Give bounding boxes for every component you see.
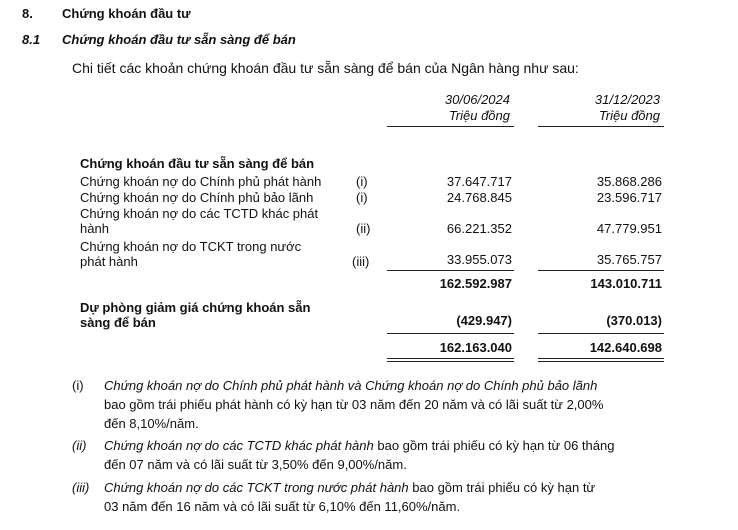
row-note-ref: (i) (356, 190, 368, 205)
row-value-2024: 33.955.073 (446, 252, 512, 267)
table-section-title: Chứng khoán đầu tư sẵn sàng để bán (80, 156, 315, 171)
row-label: Chứng khoán nợ do các TCTD khác phát (80, 206, 319, 221)
row-label-continued: hành (80, 221, 109, 236)
footnote-line (104, 480, 595, 495)
column-header-rule-1 (387, 126, 514, 127)
row-note-ref: (ii) (356, 221, 371, 236)
footnote-marker: (ii) (72, 438, 87, 453)
row-value-2023: 47.779.951 (596, 221, 662, 236)
footnote-marker: (i) (72, 378, 84, 393)
footnote-text: 03 năm đến 16 năm và có lãi suất từ 6,10% đến 11,60%/năm. (104, 499, 461, 514)
row-label: Chứng khoán nợ do Chính phủ bảo lãnh (80, 190, 314, 205)
subtotal-value-2023: 143.010.711 (590, 276, 662, 291)
footnote-line (104, 378, 597, 393)
row-label: Chứng khoán nợ do TCKT trong nước (80, 239, 302, 254)
row-label: Chứng khoán nợ do Chính phủ phát hành (80, 174, 322, 189)
row-label-continued: phát hành (80, 254, 138, 269)
footnote-text: bao gồm trái phiếu có kỳ hạn từ (408, 480, 596, 495)
footnote-line (104, 438, 614, 453)
intro-text: Chi tiết các khoản chứng khoán đầu tư sẵn sàng để bán của Ngân hàng như sau: (72, 60, 579, 76)
subsection-title: Chứng khoán đầu tư sẵn sàng để bán (62, 32, 296, 47)
row-value-2023: 23.596.717 (596, 190, 662, 205)
total-rule-1 (387, 333, 514, 334)
column-header-rule-2 (538, 126, 664, 127)
total-value-2024: 162.163.040 (439, 340, 512, 355)
subsection-number: 8.1 (22, 32, 41, 47)
column-unit-2: Triệu đồng (598, 108, 660, 123)
total-value-2023: 142.640.698 (589, 340, 662, 355)
row-note-ref: (i) (356, 174, 368, 189)
provision-value-2024: (429.947) (456, 313, 512, 328)
subtotal-rule-1 (387, 270, 514, 271)
row-value-2023: 35.868.286 (596, 174, 662, 189)
section-number: 8. (22, 6, 33, 21)
section-title: Chứng khoán đầu tư (62, 6, 191, 21)
footnote-italic-term: Chứng khoán nợ do các TCTD khác phát hành (104, 438, 374, 453)
subtotal-rule-2 (538, 270, 664, 271)
row-value-2024: 24.768.845 (446, 190, 512, 205)
total-double-rule-2 (538, 358, 664, 362)
footnote-text: bao gồm trái phiếu phát hành có kỳ hạn từ 03 năm đến 20 năm và có lãi suất từ 2,00% (104, 397, 604, 412)
footnote-italic-term: Chứng khoán nợ do Chính phủ phát hành và Chứng khoán nợ do Chính phủ bảo lãnh (104, 378, 598, 393)
footnote-italic-term: Chứng khoán nợ do các TCKT trong nước phát hành (104, 480, 409, 495)
total-double-rule-1 (387, 358, 514, 362)
column-unit-1: Triệu đồng (448, 108, 510, 123)
row-value-2024: 66.221.352 (446, 221, 512, 236)
footnote-text: đến 07 năm và có lãi suất từ 3,50% đến 9,00%/năm. (104, 457, 407, 472)
row-value-2024: 37.647.717 (446, 174, 512, 189)
total-rule-2 (538, 333, 664, 334)
row-value-2023: 35.765.757 (596, 252, 662, 267)
column-date-1: 30/06/2024 (444, 92, 510, 107)
footnote-text: bao gồm trái phiếu có kỳ hạn từ 06 tháng (373, 438, 615, 453)
footnote-text: đến 8,10%/năm. (104, 416, 199, 431)
row-note-ref: (iii) (352, 254, 370, 269)
subtotal-value-2024: 162.592.987 (439, 276, 512, 291)
provision-label-continued: sàng để bán (80, 315, 156, 330)
provision-value-2023: (370.013) (606, 313, 662, 328)
provision-label: Dự phòng giảm giá chứng khoán sẵn (80, 300, 311, 315)
footnote-marker: (iii) (72, 480, 90, 495)
column-date-2: 31/12/2023 (594, 92, 660, 107)
